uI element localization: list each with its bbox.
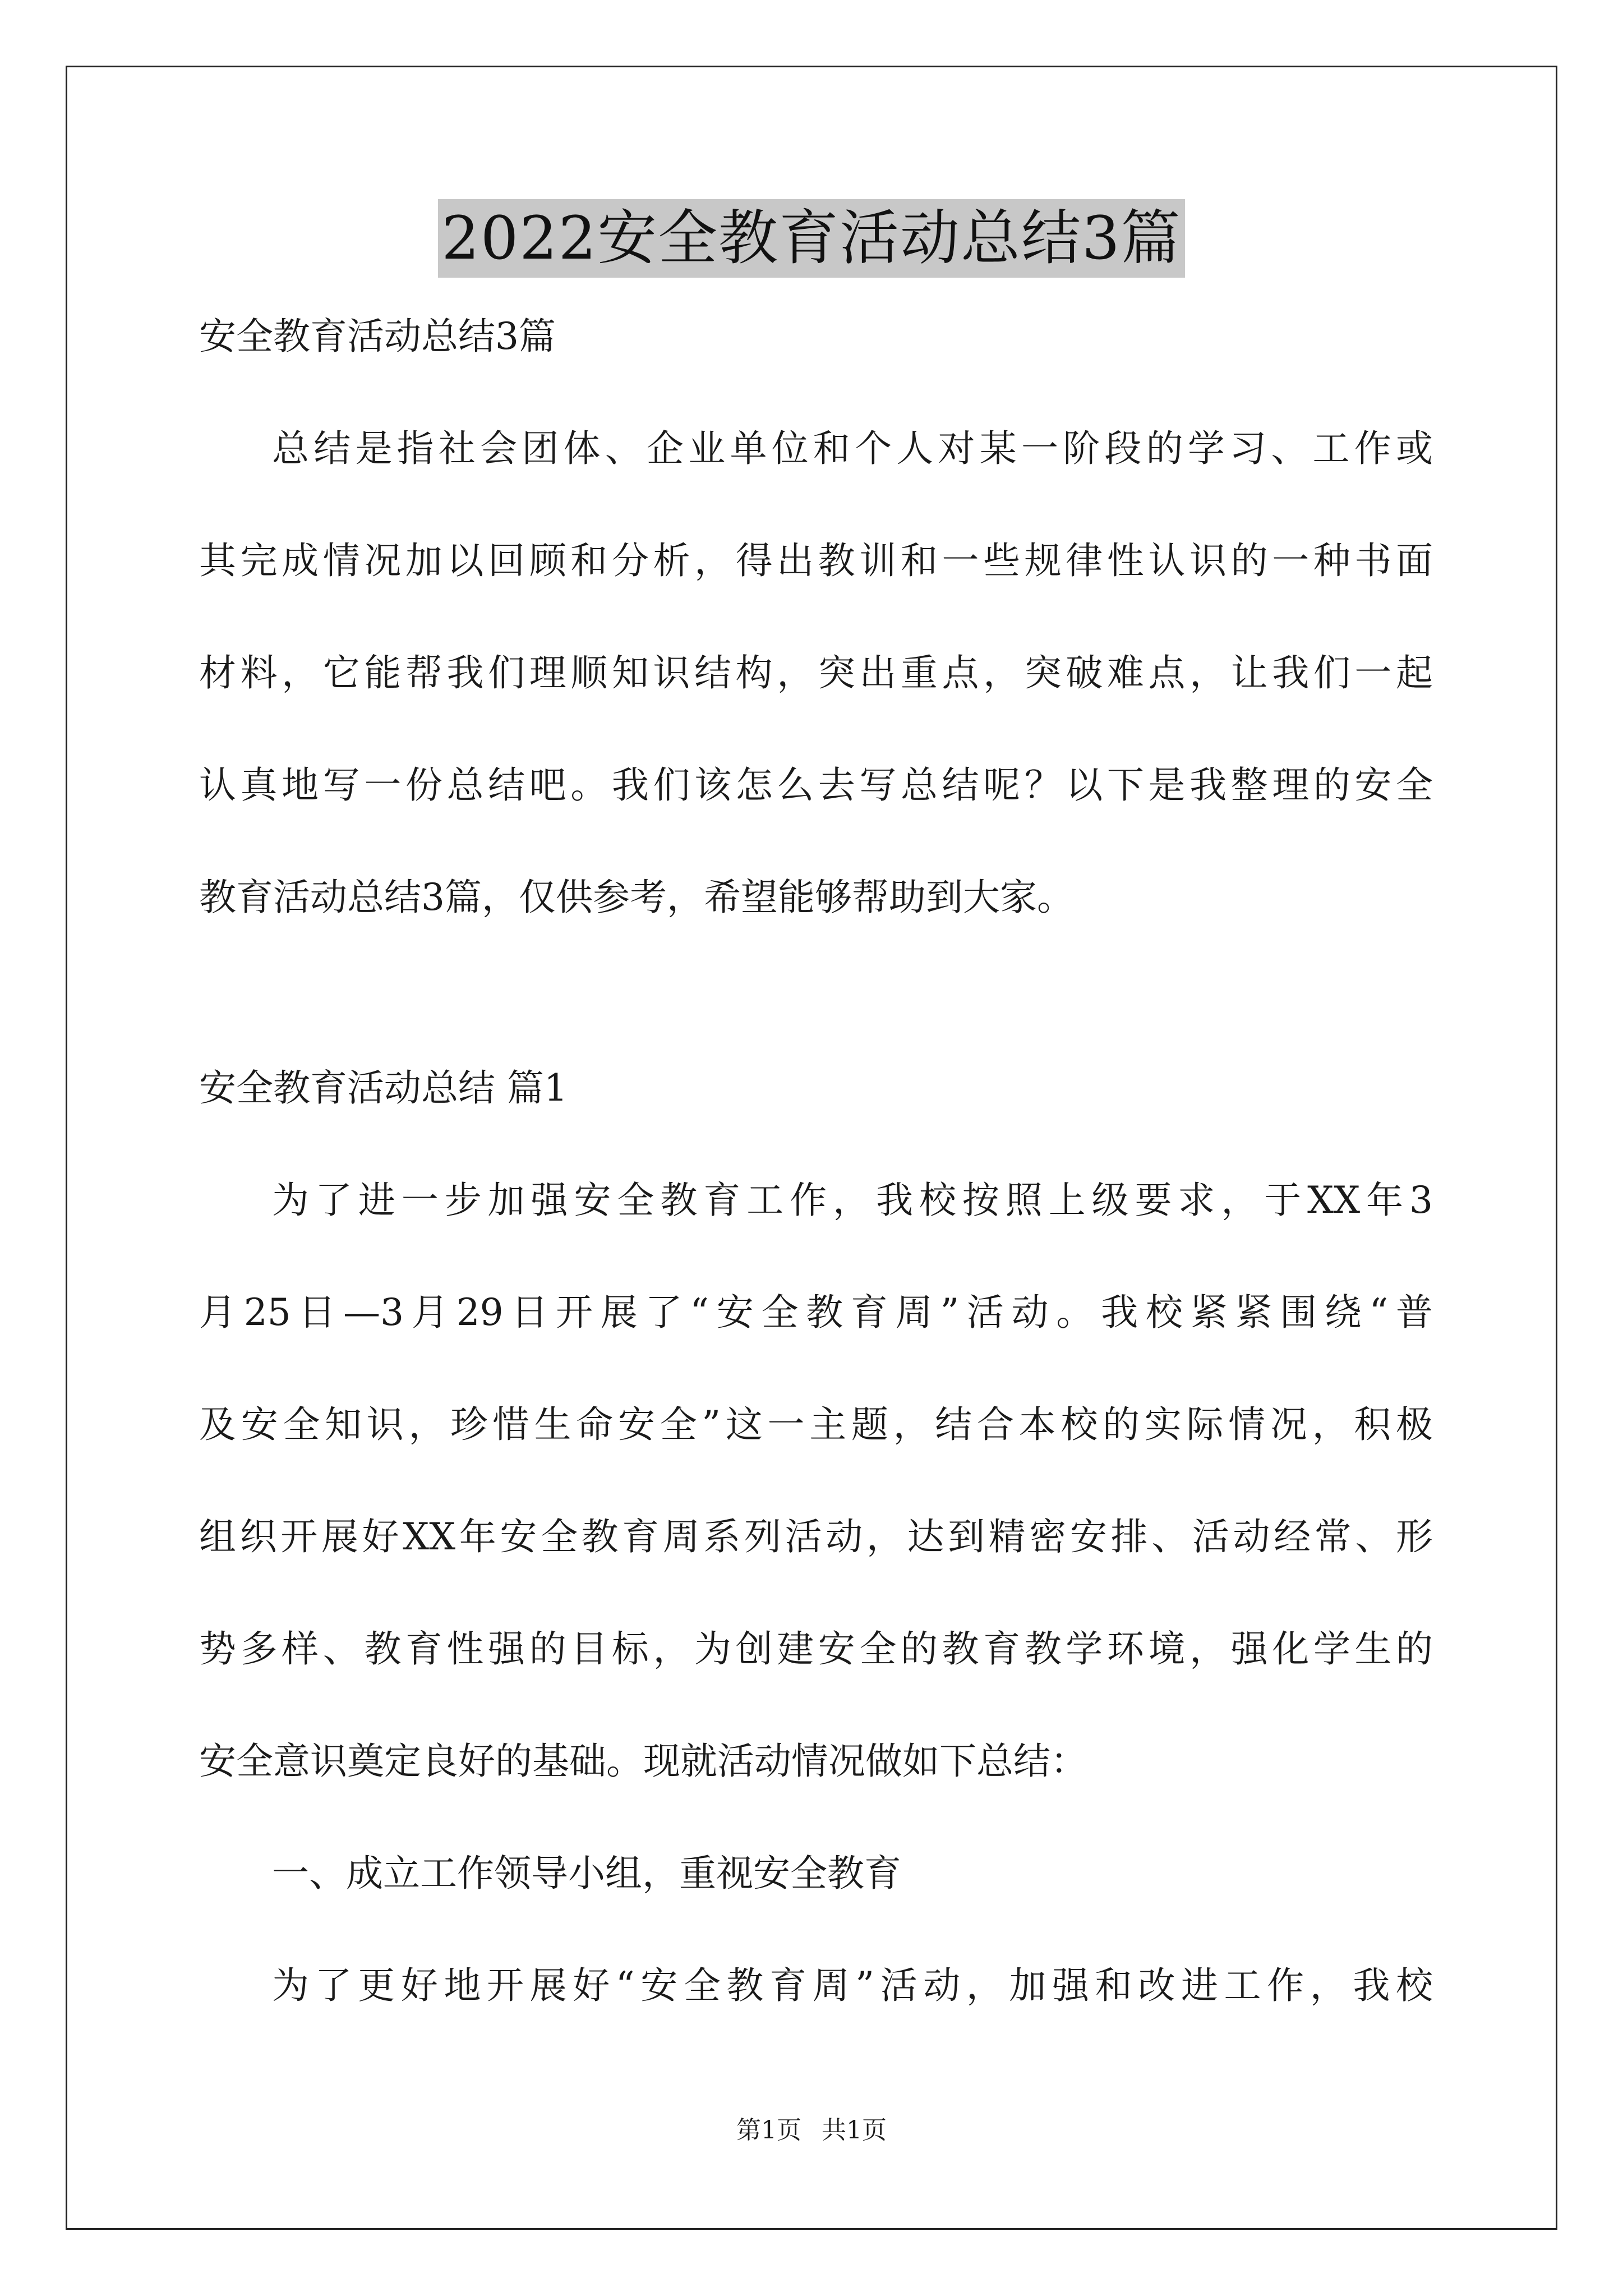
subtitle: 安全教育活动总结3篇	[199, 315, 556, 358]
document-title: 2022安全教育活动总结3篇	[438, 199, 1184, 278]
section-line-5: 势多样、教育性强的目标，为创建安全的教育教学环境，强化学生的	[199, 1627, 1433, 1671]
intro-line-5: 教育活动总结3篇，仅供参考，希望能够帮助到大家。	[199, 876, 1074, 919]
intro-line-2: 其完成情况加以回顾和分析，得出教训和一些规律性认识的一种书面	[199, 539, 1433, 582]
section-line-3: 及安全知识，珍惜生命安全”这一主题，结合本校的实际情况，积极	[199, 1403, 1433, 1446]
title-block	[0, 199, 1623, 278]
intro-line-4: 认真地写一份总结吧。我们该怎么去写总结呢？以下是我整理的安全	[199, 763, 1433, 807]
intro-line-1: 总结是指社会团体、企业单位和个人对某一阶段的学习、工作或	[272, 427, 1433, 470]
page-total: 共1页	[822, 2116, 887, 2145]
subheading: 一、成立工作领导小组，重视安全教育	[272, 1852, 901, 1895]
page-footer	[0, 2115, 1623, 2146]
section-line-6: 安全意识奠定良好的基础。现就活动情况做如下总结：	[199, 1740, 1087, 1783]
intro-line-3: 材料，它能帮我们理顺知识结构，突出重点，突破难点，让我们一起	[199, 651, 1433, 694]
section-line-1: 为了进一步加强安全教育工作，我校按照上级要求，于XX年3	[272, 1179, 1433, 1222]
page-border	[66, 66, 1557, 2230]
section-line-4: 组织开展好XX年安全教育周系列活动，达到精密安排、活动经常、形	[199, 1515, 1433, 1558]
section-heading: 安全教育活动总结 篇1	[199, 1066, 568, 1110]
page-number: 第1页	[736, 2116, 801, 2145]
section-line-2: 月25日—3月29日开展了“安全教育周”活动。我校紧紧围绕“普	[199, 1291, 1433, 1334]
body-last-line: 为了更好地开展好“安全教育周”活动，加强和改进工作，我校	[272, 1964, 1433, 2007]
